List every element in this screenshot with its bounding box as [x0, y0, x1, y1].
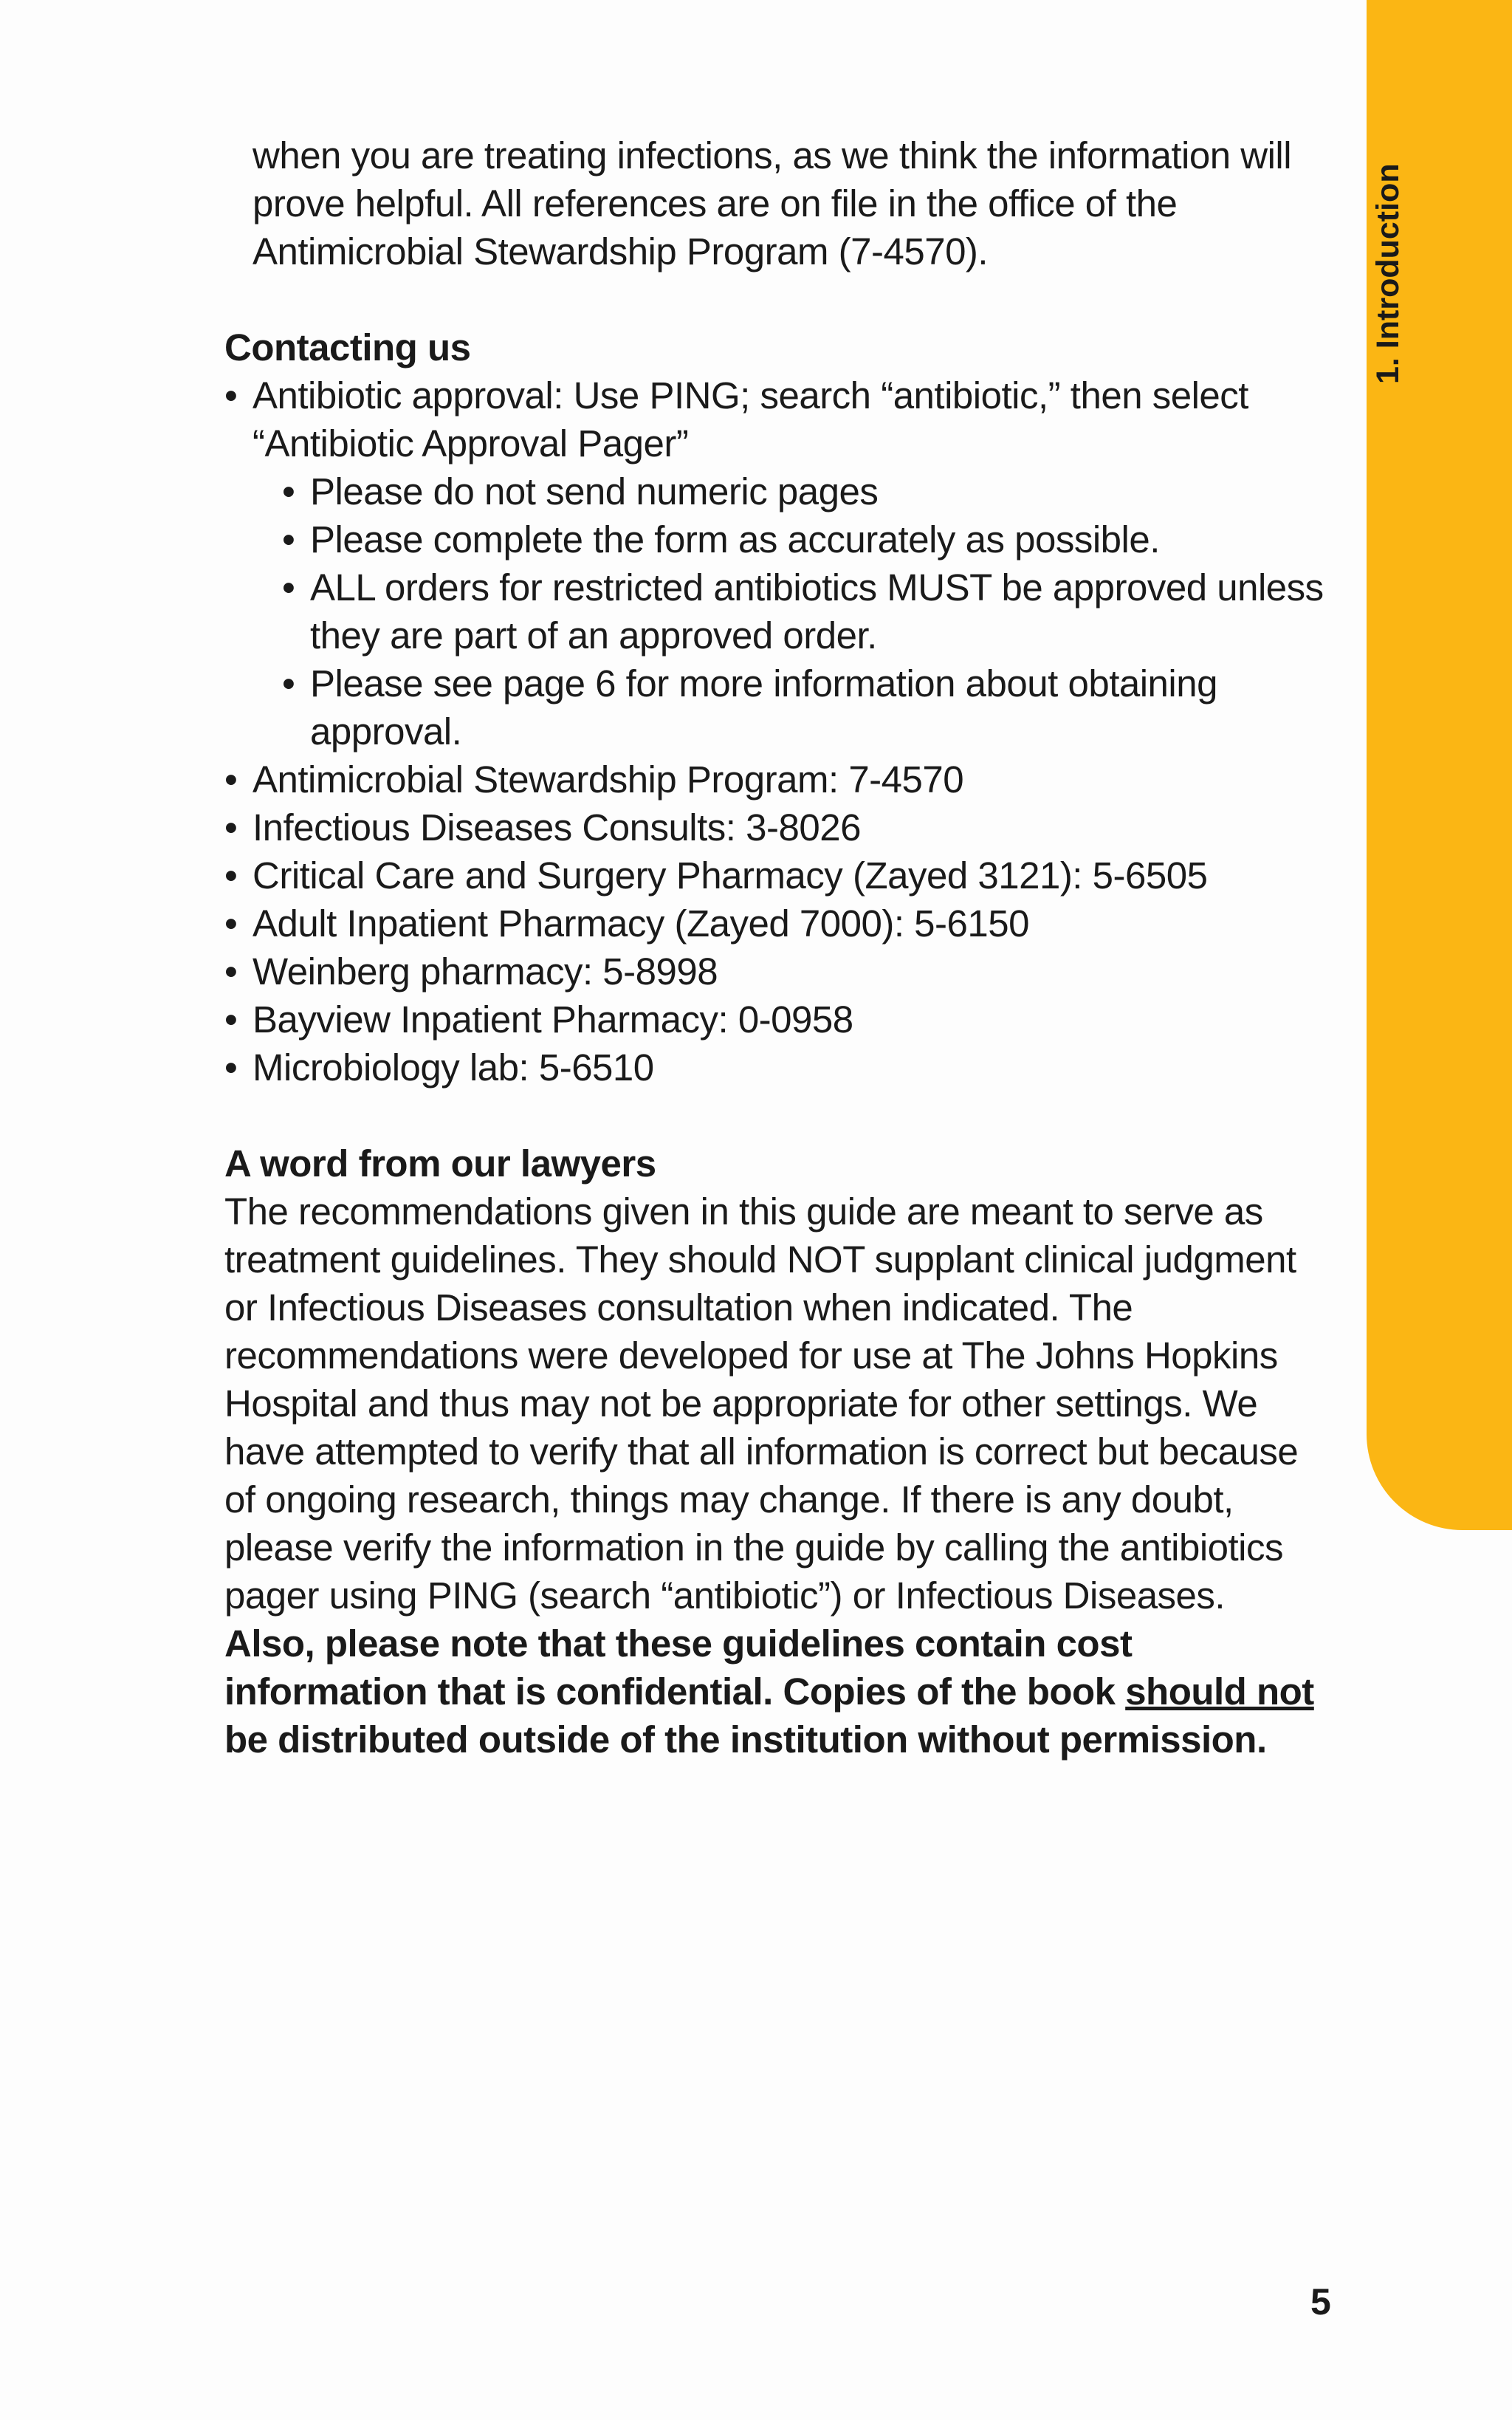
approval-subitem: [224, 563, 1332, 659]
contact-item: [224, 803, 1332, 851]
contact-item: [224, 947, 1332, 995]
spacer: [224, 1091, 1332, 1139]
contact-item: [224, 995, 1332, 1043]
contact-item: [224, 899, 1332, 947]
contact-list: [224, 371, 1332, 1091]
contact-item-text: Weinberg pharmacy: 5-8998: [252, 950, 718, 993]
contact-item: [224, 1043, 1332, 1091]
contact-item-text: Infectious Diseases Consults: 3-8026: [252, 806, 861, 849]
approval-subitem-text: ALL orders for restricted antibiotics MUST be approved unless they are part of an approved order.: [310, 566, 1324, 657]
page-number: 5: [1310, 2281, 1331, 2323]
contact-item: [224, 755, 1332, 803]
chapter-tab-label: 1. Introduction: [1370, 163, 1406, 384]
notice-text: Also, please note that these guidelines contain cost information that is confidential. Copies of the book: [224, 1622, 1133, 1713]
approval-subitem: [224, 467, 1332, 515]
contact-item-text: Antibiotic approval: Use PING; search “antibiotic,” then select “Antibiotic Approval Pager”: [252, 374, 1248, 465]
contacting-heading: Contacting us: [224, 326, 471, 369]
notice-text: be distributed outside of the institution without permission.: [224, 1718, 1267, 1761]
approval-subitem-text: Please do not send numeric pages: [310, 470, 879, 513]
contact-item-text: Microbiology lab: 5-6510: [252, 1046, 654, 1089]
notice-underlined-text: should not: [1125, 1670, 1314, 1713]
lawyers-heading: A word from our lawyers: [224, 1142, 656, 1185]
lawyers-paragraph: The recommendations given in this guide are meant to serve as treatment guidelines. They should NOT supplant clinical judgment or Infectious Diseases consultation when indicated. The recommendations were developed for use at The Johns Hopkins Hospital and thus may not be appropriate for other settings. We have attempted to verify that all information is correct but because of ongoing research, things may change. If there is any doubt, please verify the information in the guide by calling the antibiotics pager using PING (search “antibiotic”) or Infectious Diseases.: [224, 1190, 1299, 1617]
contact-item-text: Bayview Inpatient Pharmacy: 0-0958: [252, 998, 853, 1041]
contact-item: [224, 851, 1332, 899]
approval-subitem-text: Please complete the form as accurately as possible.: [310, 518, 1160, 561]
approval-subitem: [224, 659, 1332, 755]
approval-subitem-text: Please see page 6 for more information about obtaining approval.: [310, 662, 1217, 753]
confidentiality-notice: [224, 1619, 1332, 1763]
intro-paragraph: when you are treating infections, as we think the information will prove helpful. All references are on file in the office of the Antimicrobial Stewardship Program (7-4570).: [252, 134, 1292, 272]
page-content: [224, 131, 1332, 1763]
spacer: [224, 275, 1332, 323]
approval-subitem: [224, 515, 1332, 563]
contact-item-text: Adult Inpatient Pharmacy (Zayed 7000): 5-6150: [252, 902, 1029, 945]
contact-item-text: Antimicrobial Stewardship Program: 7-4570: [252, 758, 964, 801]
contact-item-text: Critical Care and Surgery Pharmacy (Zayed 3121): 5-6505: [252, 854, 1208, 897]
contact-item-approval: [224, 371, 1332, 467]
